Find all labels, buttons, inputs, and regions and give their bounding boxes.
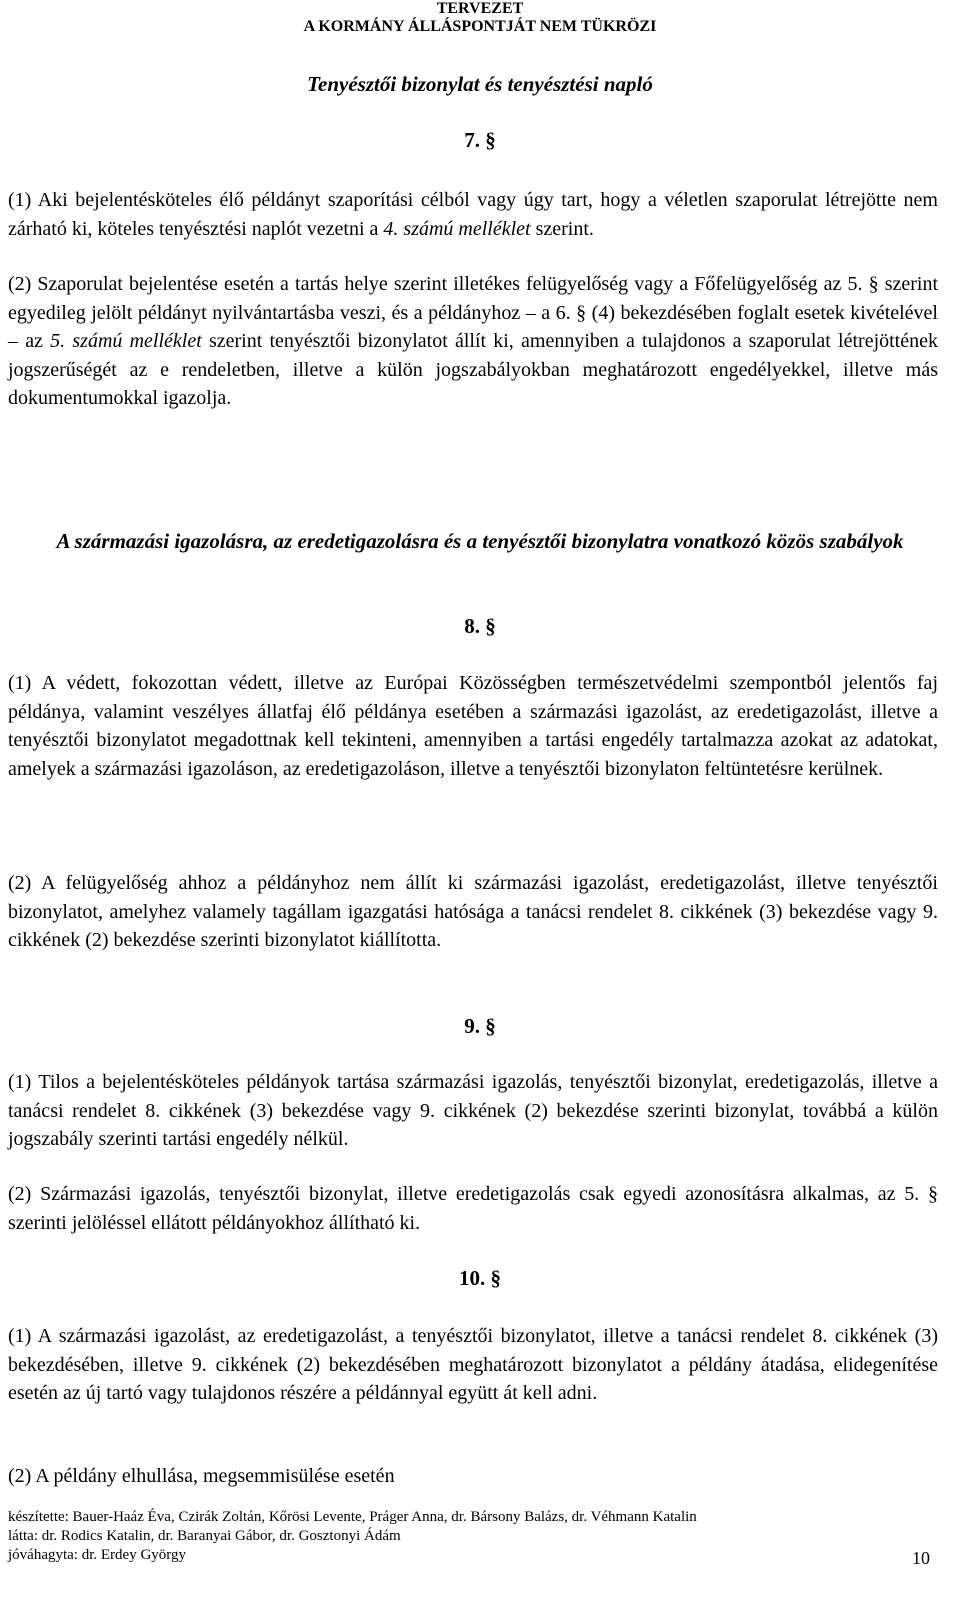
section-8-heading: 8. §	[464, 614, 496, 638]
footer-reviewed-by: látta: dr. Rodics Katalin, dr. Baranyai Gábor, dr. Gosztonyi Ádám	[8, 1528, 401, 1544]
page-number: 10	[912, 1548, 930, 1568]
section-7-heading: 7. §	[464, 128, 496, 152]
section-7-paragraph-2: (2) Szaporulat bejelentése esetén a tartás helye szerint illetékes felügyelőség vagy a Főfelügyelőség az 5. § szerint egyedileg jelölt példányt nyilvántartásba veszi, és a példányhoz – a 6. § (4) bekezdésében foglalt esetek kivételével – az 5. számú melléklet szerint tenyésztői bizonylatot állít ki, amennyiben a tulajdonos a szaporulat létrejöttének jogszerűségét az e rendeletben, illetve a külön jogszabályokban meghatározott engedélyekkel, illetve más dokumentumokkal igazolja.	[8, 273, 938, 410]
section-8-paragraph-1: (1) A védett, fokozottan védett, illetve az Európai Közösségben természetvédelmi szempontból jelentős faj példánya, valamint veszélyes állatfaj élő példánya esetében a származási igazolást, az eredetigazolást, illetve a tenyésztői bizonylatot megadottnak kell tekinteni, amennyiben a tartási engedély tartalmazza azokat az adatokat, amelyek a származási igazoláson, az eredetigazoláson, illetve a tenyésztői bizonylaton feltüntetésre kerülnek.	[8, 672, 938, 780]
draft-header-line1: TERVEZET	[436, 0, 524, 17]
section-8-paragraph-2: (2) A felügyelőség ahhoz a példányhoz nem állít ki származási igazolást, eredetigazolást, illetve tenyésztői bizonylatot, amelyhez valamely tagállam igazgatási hatósága a tanácsi rendelet 8. cikkének (3) bekezdése vagy 9. cikkének (2) bekezdése szerinti bizonylatot kiállította.	[8, 872, 938, 952]
section-9-heading: 9. §	[464, 1014, 496, 1038]
section-9-paragraph-1: (1) Tilos a bejelentésköteles példányok tartása származási igazolás, tenyésztői bizonylat, eredetigazolás, illetve a tanácsi rendelet 8. cikkének (3) bekezdése vagy 9. cikkének (2) bekezdése szerinti bizonylat, továbbá a külön jogszabály szerinti tartási engedély nélkül.	[8, 1071, 938, 1151]
section-7-paragraph-1: (1) Aki bejelentésköteles élő példányt szaporítási célból vagy úgy tart, hogy a véletlen szaporulat létrejötte nem zárható ki, köteles tenyésztési naplót vezetni a 4. számú melléklet szerint.	[8, 189, 938, 240]
section-title-common-rules: A származási igazolásra, az eredetigazolásra és a tenyésztői bizonylatra vonatkozó közös szabályok	[56, 529, 904, 553]
section-10-paragraph-2: (2) A példány elhullása, megsemmisülése esetén	[8, 1465, 395, 1487]
section-10-paragraph-1: (1) A származási igazolást, az eredetigazolást, a tenyésztői bizonylatot, illetve a tanácsi rendelet 8. cikkének (3) bekezdésében, illetve 9. cikkének (2) bekezdésében meghatározott bizonylatot a példány átadása, elidegenítése esetén az új tartó vagy tulajdonos részére a példánnyal együtt át kell adni.	[8, 1325, 938, 1405]
section-9-paragraph-2: (2) Származási igazolás, tenyésztői bizonylat, illetve eredetigazolás csak egyedi azonosításra alkalmas, az 5. § szerinti jelöléssel ellátott példányokhoz állítható ki.	[8, 1183, 938, 1234]
section-10-heading: 10. §	[459, 1266, 501, 1290]
section-title-breeder-certificate: Tenyésztői bizonylat és tenyésztési napló	[307, 72, 653, 96]
footer-prepared-by: készítette: Bauer-Haáz Éva, Czirák Zoltán, Kőrösi Levente, Práger Anna, dr. Bársony Balázs, dr. Véhmann Katalin	[8, 1509, 697, 1525]
footer-approved-by: jóváhagyta: dr. Erdey György	[8, 1547, 187, 1563]
draft-header-line2: A KORMÁNY ÁLLÁSPONTJÁT NEM TÜKRÖZI	[303, 18, 657, 35]
